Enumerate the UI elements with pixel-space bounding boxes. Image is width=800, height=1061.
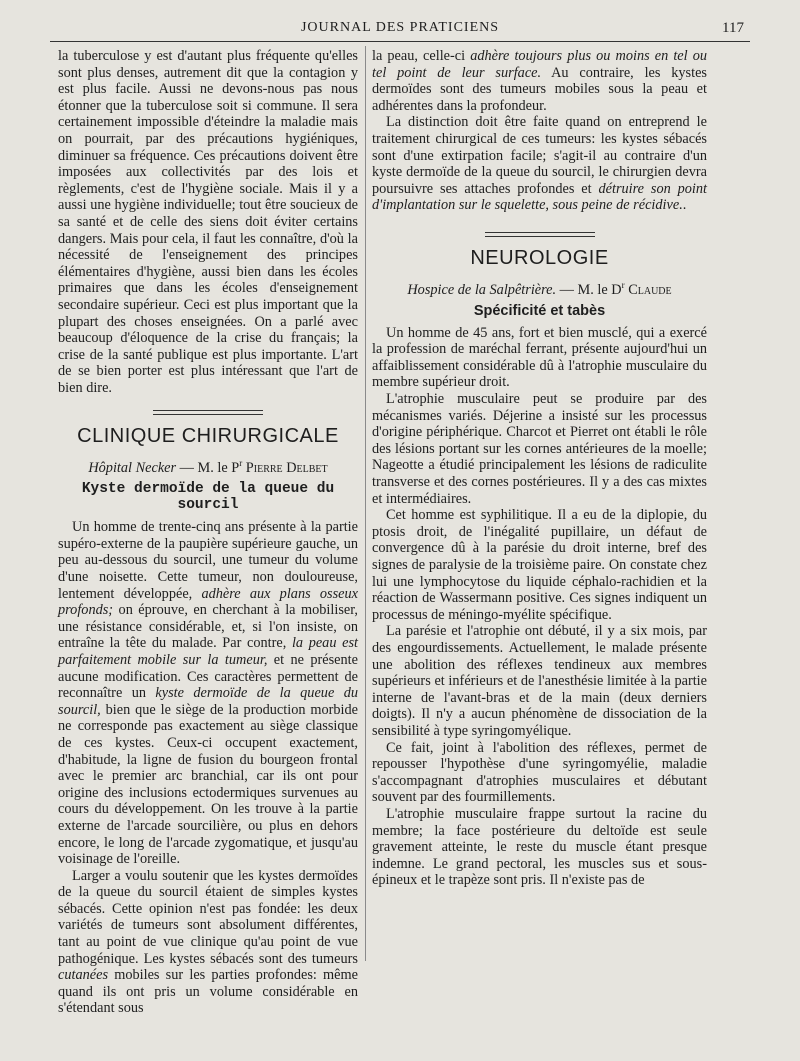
- byline-sup: r: [239, 458, 243, 469]
- byline-sup: r: [621, 279, 625, 290]
- left-paragraph-1: la tuberculose y est d'autant plus fréquente qu'elles sont plus denses, autrement dit que la contagion y est plus facile. Aussi ne devons-nous pas nous étonner que la tuberculose soit si commune. Il sera certainement impossible d'éteindre la maladie mais on pourrait, par des précautions hygiéniques, diminuer sa fréquence. Ces précautions doivent être imposées aux collectivités par des lois et règlements, c'est de l'hygiène sociale. Mais il y a aussi une hygiène individuelle; tout être soucieux de sa santé et de celle des siens doit éviter certains dangers. Mais pour cela, il faut les connaître, d'où la nécessité de l'enseignement des principes élémentaires d'hygiène, aussi bien dans les écoles primaires que dans les écoles d'enseignement secondaire supérieur. Ceci est plus important que la plupart des choses enseignées. On a parlé avec beaucoup d'éloquence de la crise du français; la crise de la santé publique est plus importante. L'art de se bien porter est plus intéressant que l'art de bien dire.: [58, 48, 358, 396]
- right-paragraph-4: L'atrophie musculaire peut se produire par des mécanismes variés. Déjerine a insisté sur les processus d'origine périphérique. Charcot et Pierret ont établi le rôle des lésions portant sur les cornes antérieures de la moelle; Nageotte a étudié principalement les lésions de radiculite transverse et des cornes postérieures. Il y a des cas mixtes et intermédiaires.: [372, 391, 707, 507]
- section-title-neurologie: NEUROLOGIE: [470, 246, 609, 269]
- right-column: [372, 48, 707, 889]
- page-number: 117: [722, 20, 744, 36]
- text-run: Un homme de trente-cinq ans présente à la partie supéro-externe de la paupière supérieure gauche, un peu au-dessous du sourcil, une tumeur du volume d'une noisette. Cette tumeur, non douloureuse, lentement développée,: [58, 519, 358, 602]
- byline-place: Hôpital Necker: [88, 460, 177, 477]
- right-paragraph-7: Ce fait, joint à l'abolition des réflexes, permet de repousser l'hypothèse d'une syringomyélie, maladie s'accompagnant d'atrophies musculaires et débutant souvent par des fourmillements.: [372, 739, 707, 806]
- text-run: bien que le siège de la production morbide ne corresponde pas exactement au siège classique de ces kystes. Ceux-ci occupent exactement, d'habitude, la ligne de fusion du bourgeon frontal avec le premier arc branchial, car ils ont pour origine des inclusions ectodermiques survenues au cours du développement. On les trouve à la partie externe de l'arcade sourcilière, ou plus en dehors encore, le long de l'arcade zygomatique, et jusqu'au voisinage de l'oreille.: [58, 701, 358, 868]
- running-head: JOURNAL DES PRATICIENS: [300, 20, 500, 35]
- article-title-kyste: Kyste dermoïde de la queue du sourcil: [81, 481, 335, 514]
- column-rule: [365, 46, 366, 961]
- text-run-italic: cutanées: [58, 967, 109, 984]
- byline-author: Pierre Delbet: [242, 460, 328, 477]
- right-paragraph-2: [372, 114, 707, 214]
- text-run: Larger a voulu soutenir que les kystes dermoïdes de la queue du sourcil étaient de simples kystes sébacés. Cette opinion n'est pas fondée: les deux variétés de tumeurs sont absolument différentes, tant au point de vue clinique qu'au point de vue pathogénique. Les kystes sébacés sont des tumeurs: [58, 867, 358, 967]
- right-paragraph-8: L'atrophie musculaire frappe surtout la racine du membre; la face postérieure du deltoïde est seule gravement atteinte, le reste du muscle étant presque indemne. Le grand pectoral, les muscles sus et sous-épineux et le trapèze sont pris. Il n'existe pas de: [372, 805, 707, 889]
- text-run-italic: adhère toujours plus ou moins en tel ou tel point de leur surface.: [372, 48, 707, 81]
- text-run-italic: adhère aux plans osseux profonds;: [58, 585, 358, 619]
- text-run: mobiles sur les parties profondes: même quand ils ont pris un volume considérable en s'étendant sous: [58, 967, 358, 1017]
- byline-neurologie: [372, 280, 707, 299]
- byline-clinique: [58, 458, 358, 477]
- page-header: [50, 14, 750, 42]
- byline-sep: — M. le D: [556, 281, 622, 298]
- left-column: [58, 48, 358, 1017]
- text-run: .: [682, 197, 687, 214]
- section-divider: [153, 410, 263, 415]
- byline-sep: — M. le P: [176, 460, 240, 477]
- section-divider: [485, 232, 595, 237]
- section-title-clinique: CLINIQUE CHIRURGICALE: [77, 425, 339, 448]
- text-run: on éprouve, en cherchant à la mobiliser, une résistance considérable, et, si l'on insiste, on entraîne la tête du malade. Par contre,: [58, 602, 358, 652]
- text-run-italic: détruire son point d'implantation sur le squelette, sous peine de récidive.: [372, 180, 707, 214]
- right-paragraph-6: La parésie et l'atrophie ont débuté, il y a six mois, par des engourdissements. Actuellement, le malade présente une abolition des réflexes tendineux aux membres supérieurs et inférieurs et de l'anesthésie limitée à la partie interne de l'avant-bras et de la main (deux derniers doigts). Il n'y a aucun phénomène de dissociation de la sensibilité à type syringomyélique.: [372, 623, 707, 739]
- text-run: et ne présente aucune modification. Ces caractères permettent de reconnaître un: [58, 651, 358, 702]
- right-paragraph-3: Un homme de 45 ans, fort et bien musclé, qui a exercé la profession de maréchal ferrant, présente aujourd'hui un affaiblissement considérable dû à l'atrophie musculaire du membre supérieur droit.: [372, 324, 707, 391]
- text-run-italic: la peau est parfaitement mobile sur la tumeur,: [58, 635, 358, 668]
- right-paragraph-5: Cet homme est syphilitique. Il a eu de la diplopie, du ptosis droit, de l'inégalité pupillaire, un défaut de convergence dû à la parésie du droit interne, bref des signes de paralysie de la troisième paire. On constate chez lui une lymphocytose du liquide céphalo-rachidien et la réaction de Wassermann positive. Ces signes indiquent un processus de méningo-myélite spécifique.: [372, 507, 707, 623]
- article-title-tabes: Spécificité et tabès: [473, 302, 606, 319]
- text-run: Au contraire, les kystes dermoïdes sont des tumeurs mobiles sous la peau et adhérentes dans la profondeur.: [372, 64, 707, 114]
- byline-author: Claude: [624, 281, 672, 298]
- text-run-italic: kyste dermoïde de la queue du sourcil,: [58, 685, 358, 718]
- left-paragraph-3: [58, 868, 358, 1017]
- byline-place: Hospice de la Salpêtrière.: [407, 281, 557, 298]
- left-paragraph-2: [58, 519, 358, 867]
- text-run: La distinction doit être faite quand on entreprend le traitement chirurgical de ces tumeurs: les kystes sébacés sont d'une extirpation facile; s'agit-il au contraire d'un kyste dermoïde de la queue du sourcil, le chirurgien devra poursuivre ses attaches profondes et: [372, 114, 707, 197]
- text-run: la peau, celle-ci: [372, 48, 471, 64]
- right-paragraph-1: [372, 48, 707, 114]
